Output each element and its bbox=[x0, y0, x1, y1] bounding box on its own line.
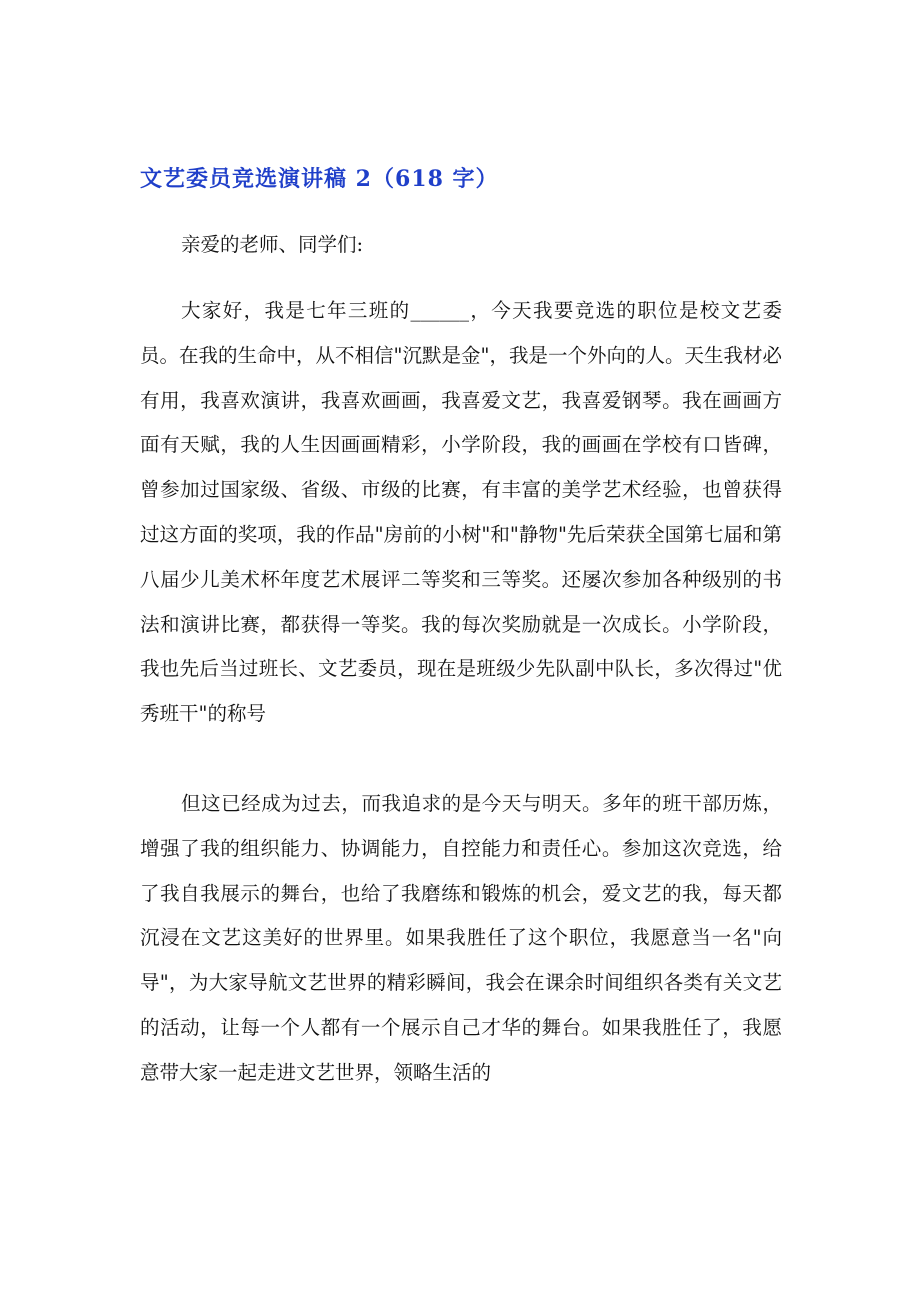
body-paragraph-2: 但这已经成为过去，而我追求的是今天与明天。多年的班干部历炼，增强了我的组织能力、协调能力，自控能力和责任心。参加这次竞选，给了我自我展示的舞台，也给了我磨练和锻炼的机会，爱文艺的我，每天都沉浸在文艺这美好的世界里。如果我胜任了这个职位，我愿意当一名"向导"，为大家导航文艺世界的精彩瞬间，我会在课余时间组织各类有关文艺的活动，让每一个人都有一个展示自己才华的舞台。如果我胜任了，我愿意带大家一起走进文艺世界，领略生活的 bbox=[140, 792, 782, 1084]
greeting-line: 亲爱的老师、同学们: bbox=[181, 233, 364, 256]
document-title: 文艺委员竞选演讲稿 2（618 字） bbox=[140, 166, 499, 192]
body-paragraph-1: 大家好，我是七年三班的______，今天我要竞选的职位是校文艺委员。在我的生命中，从不相信"沉默是金"，我是一个外向的人。天生我材必有用，我喜欢演讲，我喜欢画画，我喜爱文艺，我喜爱钢琴。我在画画方面有天赋，我的人生因画画精彩，小学阶段，我的画画在学校有口皆碑，曾参加过国家级、省级、市级的比赛，有丰富的美学艺术经验，也曾获得过这方面的奖项，我的作品"房前的小树"和"静物"先后荣获全国第七届和第八届少儿美术杯年度艺术展评二等奖和三等奖。还屡次参加各种级别的书法和演讲比赛，都获得一等奖。我的每次奖励就是一次成长。小学阶段，我也先后当过班长、文艺委员，现在是班级少先队副中队长，多次得过"优秀班干"的称号 bbox=[140, 299, 782, 726]
